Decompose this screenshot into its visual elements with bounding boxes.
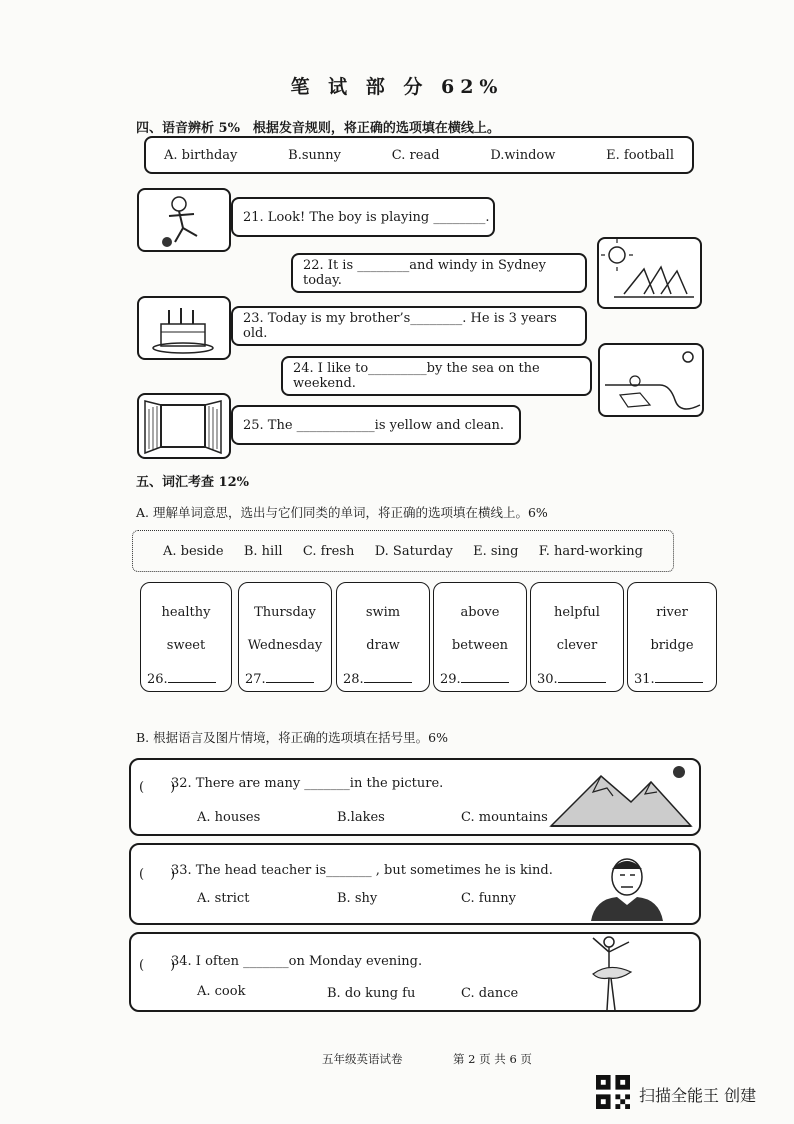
section-4-heading: 四、语音辨析 5% 根据发音规则，将正确的选项填在横线上。 <box>136 121 500 136</box>
word-card-29: above between 29. <box>433 582 527 692</box>
question-25: 25. The ____________is yellow and clean. <box>231 405 521 445</box>
question-33: ( ) 33. The head teacher is_______ , but sometimes he is kind. A. strict B. shy C. funny <box>129 843 701 925</box>
question-24: 24. I like to_________by the sea on the weekend. <box>281 356 592 396</box>
footer-page-number: 第 2 页 共 6 页 <box>453 1052 532 1066</box>
ballet-dancer-icon <box>579 930 649 1020</box>
window-picture <box>137 393 231 459</box>
question-32: ( ) 32. There are many _______in the picture. A. houses B.lakes C. mountains <box>129 758 701 836</box>
beach-sun-icon <box>600 345 702 415</box>
sun-opera-house-icon <box>599 239 700 307</box>
question-23: 23. Today is my brother’s________. He is 3 years old. <box>231 306 587 346</box>
option-c: C. read <box>391 147 440 163</box>
vocab-option-f: F. hard-working <box>538 543 643 559</box>
option-a: A. birthday <box>164 147 238 163</box>
vocab-option-a: A. beside <box>163 543 224 559</box>
vocab-options-box <box>132 530 674 572</box>
mountains-icon <box>541 762 695 830</box>
option-e: E. football <box>606 147 674 163</box>
vocab-option-b: B. hill <box>243 543 283 559</box>
option-b: B.sunny <box>288 147 341 163</box>
answer-bracket-33[interactable]: ( ) <box>139 867 176 882</box>
vocab-option-d: D. Saturday <box>374 543 453 559</box>
answer-bracket-32[interactable]: ( ) <box>139 780 176 795</box>
birthday-cake-icon <box>139 298 229 358</box>
football-player-picture <box>137 188 231 252</box>
word-card-30: helpful clever 30. <box>530 582 624 692</box>
section-5-heading: 五、词汇考查 12% <box>136 475 249 490</box>
vocab-option-c: C. fresh <box>302 543 355 559</box>
option-d: D.window <box>490 147 556 163</box>
footer-exam-name: 五年级英语试卷 <box>322 1052 403 1066</box>
head-teacher-icon <box>587 849 667 921</box>
qr-code-icon <box>596 1075 630 1109</box>
window-icon <box>139 395 229 457</box>
word-card-27: Thursday Wednesday 27. <box>238 582 332 692</box>
question-34: ( ) 34. I often _______on Monday evening. A. cook B. do kung fu C. dance <box>129 932 701 1012</box>
sydney-opera-house-picture <box>597 237 702 309</box>
football-player-icon <box>139 190 229 250</box>
scanner-watermark: 扫描全能王 创建 <box>639 1086 757 1105</box>
phonics-options-box <box>144 136 694 174</box>
question-22: 22. It is ________and windy in Sydney today. <box>291 253 587 293</box>
vocab-option-e: E. sing <box>473 543 519 559</box>
part-b-instruction: B. 根据语言及图片情境，将正确的选项填在括号里。6% <box>136 730 448 745</box>
word-card-31: river bridge 31. <box>627 582 717 692</box>
word-card-26: healthy sweet 26. <box>140 582 232 692</box>
page-title: 笔 试 部 分 62% <box>290 76 504 98</box>
question-21: 21. Look! The boy is playing ________. <box>231 197 495 237</box>
birthday-cake-picture <box>137 296 231 360</box>
part-a-instruction: A. 理解单词意思，选出与它们同类的单词，将正确的选项填在横线上。6% <box>136 505 548 520</box>
word-card-28: swim draw 28. <box>336 582 430 692</box>
answer-bracket-34[interactable]: ( ) <box>139 958 176 973</box>
beach-picture <box>598 343 704 417</box>
